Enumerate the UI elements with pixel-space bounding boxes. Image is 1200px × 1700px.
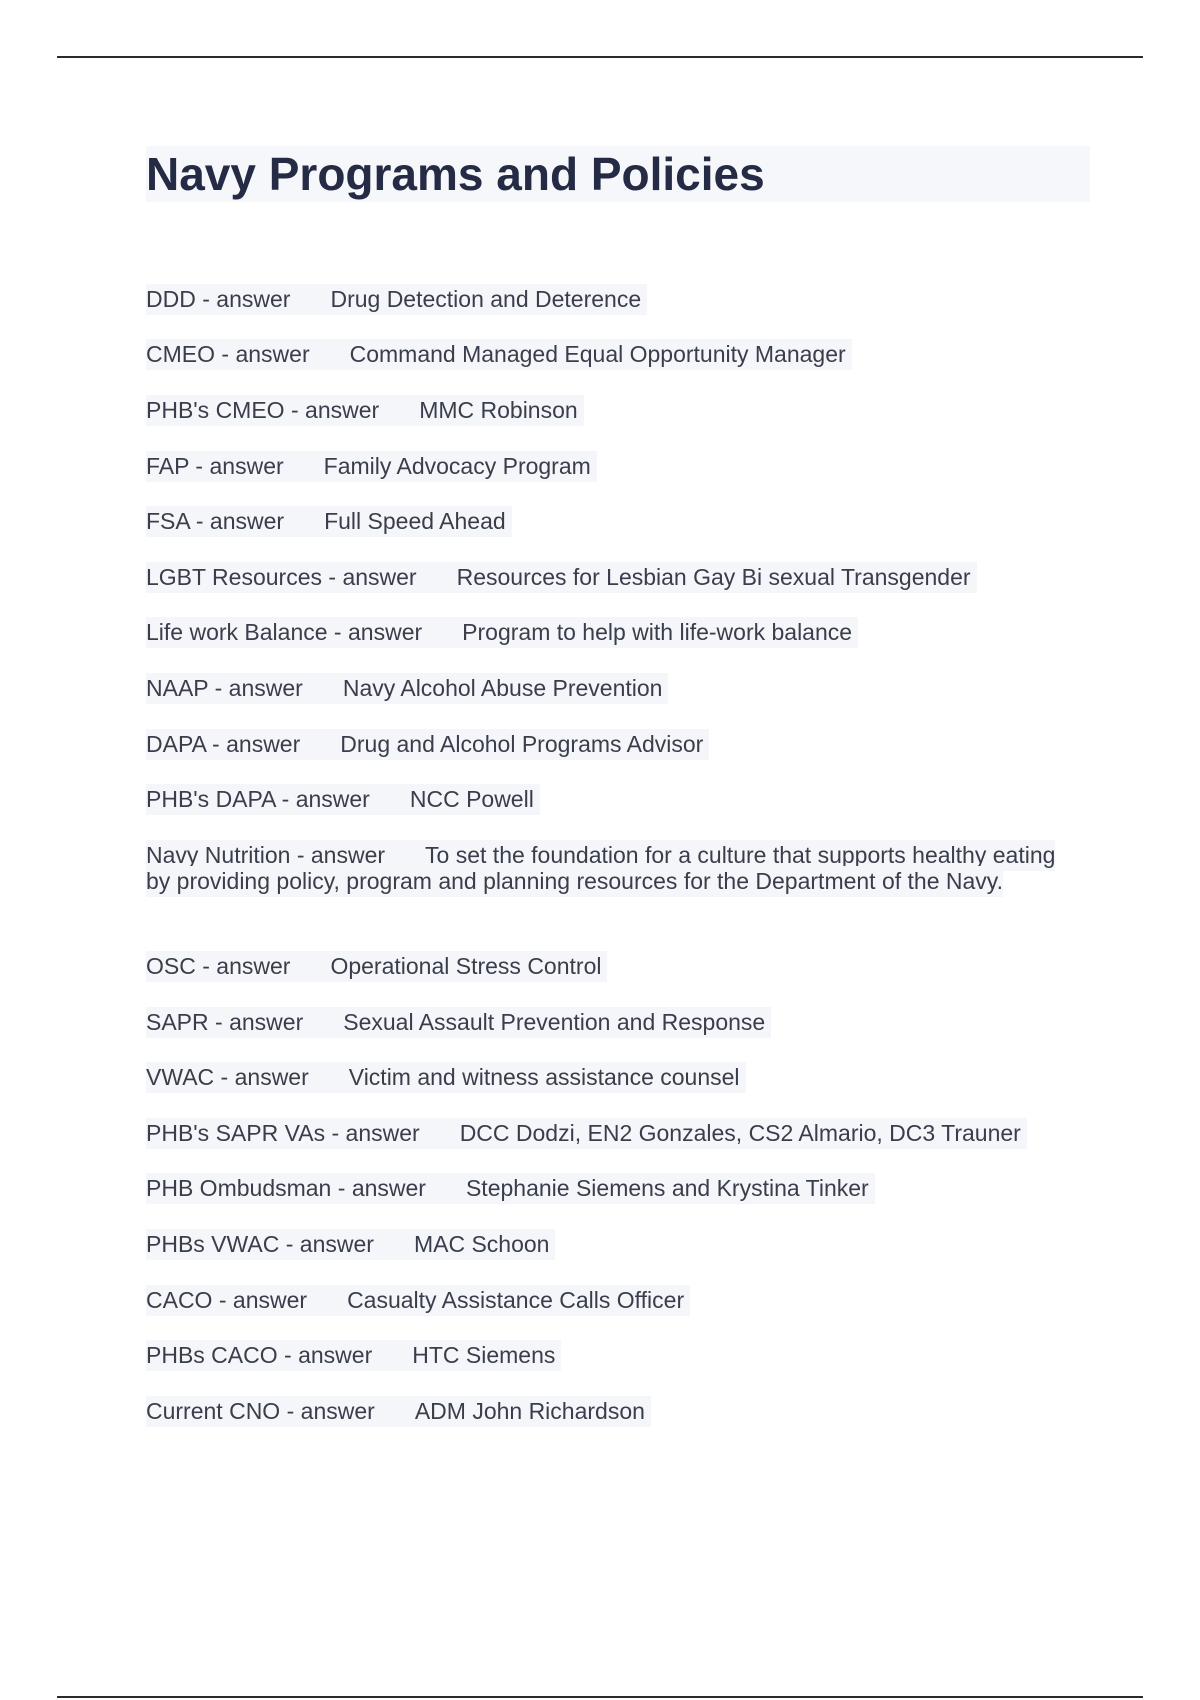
card-answer-label: answer [305, 397, 380, 423]
card-separator: - [215, 341, 236, 367]
card-answer-label: answer [234, 1064, 309, 1090]
flashcard-item [146, 619, 858, 645]
card-term: FAP [146, 453, 190, 479]
flashcard-item [146, 1064, 746, 1090]
card-term: SAPR [146, 1009, 209, 1035]
card-term: PHBs VWAC [146, 1231, 280, 1257]
flashcard-item [146, 341, 852, 367]
flashcard-item [146, 453, 597, 479]
card-separator: - [327, 619, 348, 645]
card-separator: - [214, 1064, 235, 1090]
card-term: CMEO [146, 341, 215, 367]
card-answer: Command Managed Equal Opportunity Manager [349, 341, 846, 367]
card-answer: Resources for Lesbian Gay Bi sexual Transgender [456, 564, 971, 590]
card-answer: MAC Schoon [413, 1231, 550, 1257]
card-answer: NCC Powell [409, 786, 534, 812]
card-answer: HTC Siemens [412, 1342, 556, 1368]
card-separator: - [189, 508, 210, 534]
card-answer: Family Advocacy Program [323, 453, 591, 479]
card-answer-label: answer [310, 842, 386, 868]
flashcard-item [146, 1287, 690, 1313]
card-answer-label: answer [299, 1231, 374, 1257]
card-separator: - [208, 675, 229, 701]
card-answer-label: answer [351, 1175, 426, 1201]
card-separator: - [325, 1120, 346, 1146]
card-answer-label: answer [228, 675, 303, 701]
flashcard-item [146, 397, 584, 423]
card-answer-label: answer [298, 1342, 373, 1368]
card-term: PHB's SAPR VAs [146, 1120, 326, 1146]
flashcard-item [146, 1175, 875, 1201]
card-term: OSC [146, 953, 196, 979]
card-answer: Victim and witness assistance counsel [348, 1064, 740, 1090]
card-answer-label: answer [345, 1120, 420, 1146]
card-term: Navy Nutrition [146, 842, 291, 868]
card-answer: To set the foundation for a culture that supports healthy eating by providing policy, program and planning resources for the Department of the Navy. [146, 842, 1056, 894]
card-separator: - [212, 1287, 233, 1313]
card-answer: Sexual Assault Prevention and Response [343, 1009, 766, 1035]
card-answer: Casualty Assistance Calls Officer [347, 1287, 685, 1313]
card-separator: - [275, 786, 296, 812]
card-separator: - [280, 1398, 301, 1424]
card-separator: - [195, 286, 217, 312]
flashcard-item [146, 786, 540, 812]
card-answer-label: answer [216, 286, 291, 312]
bottom-rule [57, 1696, 1143, 1698]
card-answer-label: answer [229, 1009, 304, 1035]
flashcard-item [146, 1342, 561, 1368]
card-answer-label: answer [295, 786, 370, 812]
flashcard-item [146, 564, 977, 590]
card-answer: Operational Stress Control [330, 953, 602, 979]
card-separator: - [279, 1231, 300, 1257]
card-answer: Program to help with life-work balance [462, 619, 853, 645]
card-answer-label: answer [300, 1398, 375, 1424]
card-answer-label: answer [235, 341, 310, 367]
card-answer: Drug and Alcohol Programs Advisor [340, 731, 704, 757]
card-answer: ADM John Richardson [414, 1398, 645, 1424]
card-term: DDD [146, 286, 196, 312]
card-separator: - [195, 953, 217, 979]
card-term: NAAP [146, 675, 209, 701]
card-term: PHB Ombudsman [146, 1175, 332, 1201]
flashcard-item [146, 1009, 771, 1035]
flashcard-item [146, 508, 512, 534]
card-term: PHB's DAPA [146, 786, 276, 812]
card-answer-label: answer [216, 953, 291, 979]
card-term: CACO [146, 1287, 213, 1313]
card-separator: - [189, 453, 210, 479]
card-term: VWAC [146, 1064, 215, 1090]
card-answer-label: answer [226, 731, 301, 757]
card-separator: - [290, 842, 311, 868]
card-answer-label: answer [209, 453, 284, 479]
card-term: FSA [146, 508, 190, 534]
flashcard-item [146, 731, 709, 757]
card-separator: - [277, 1342, 299, 1368]
card-separator: - [205, 731, 227, 757]
card-separator: - [284, 397, 306, 423]
flashcard-item [146, 1120, 1027, 1146]
card-term: DAPA [146, 731, 206, 757]
card-answer-label: answer [348, 619, 423, 645]
flashcard-item [146, 1398, 651, 1424]
card-term: PHBs CACO [146, 1342, 278, 1368]
card-answer: Full Speed Ahead [324, 508, 506, 534]
page-title: Navy Programs and Policies [146, 148, 765, 200]
card-term: Life work Balance [146, 619, 328, 645]
card-answer-label: answer [232, 1287, 308, 1313]
card-answer-label: answer [209, 508, 285, 534]
card-answer: DCC Dodzi, EN2 Gonzales, CS2 Almario, DC3 Trauner [459, 1120, 1021, 1146]
card-answer: Navy Alcohol Abuse Prevention [342, 675, 663, 701]
card-answer: MMC Robinson [419, 397, 578, 423]
flashcard-item [146, 1231, 555, 1257]
card-separator: - [331, 1175, 352, 1201]
card-separator: - [321, 564, 343, 590]
flashcard-item [146, 675, 668, 701]
card-term: PHB's CMEO [146, 397, 285, 423]
card-answer: Stephanie Siemens and Krystina Tinker [465, 1175, 869, 1201]
card-answer-label: answer [342, 564, 417, 590]
card-term: Current CNO [146, 1398, 281, 1424]
flashcard-item [146, 286, 647, 312]
card-separator: - [208, 1009, 230, 1035]
card-answer: Drug Detection and Deterence [330, 286, 642, 312]
top-rule [57, 56, 1143, 58]
flashcard-item [146, 953, 607, 979]
flashcard-item [146, 842, 1076, 894]
card-term: LGBT Resources [146, 564, 322, 590]
